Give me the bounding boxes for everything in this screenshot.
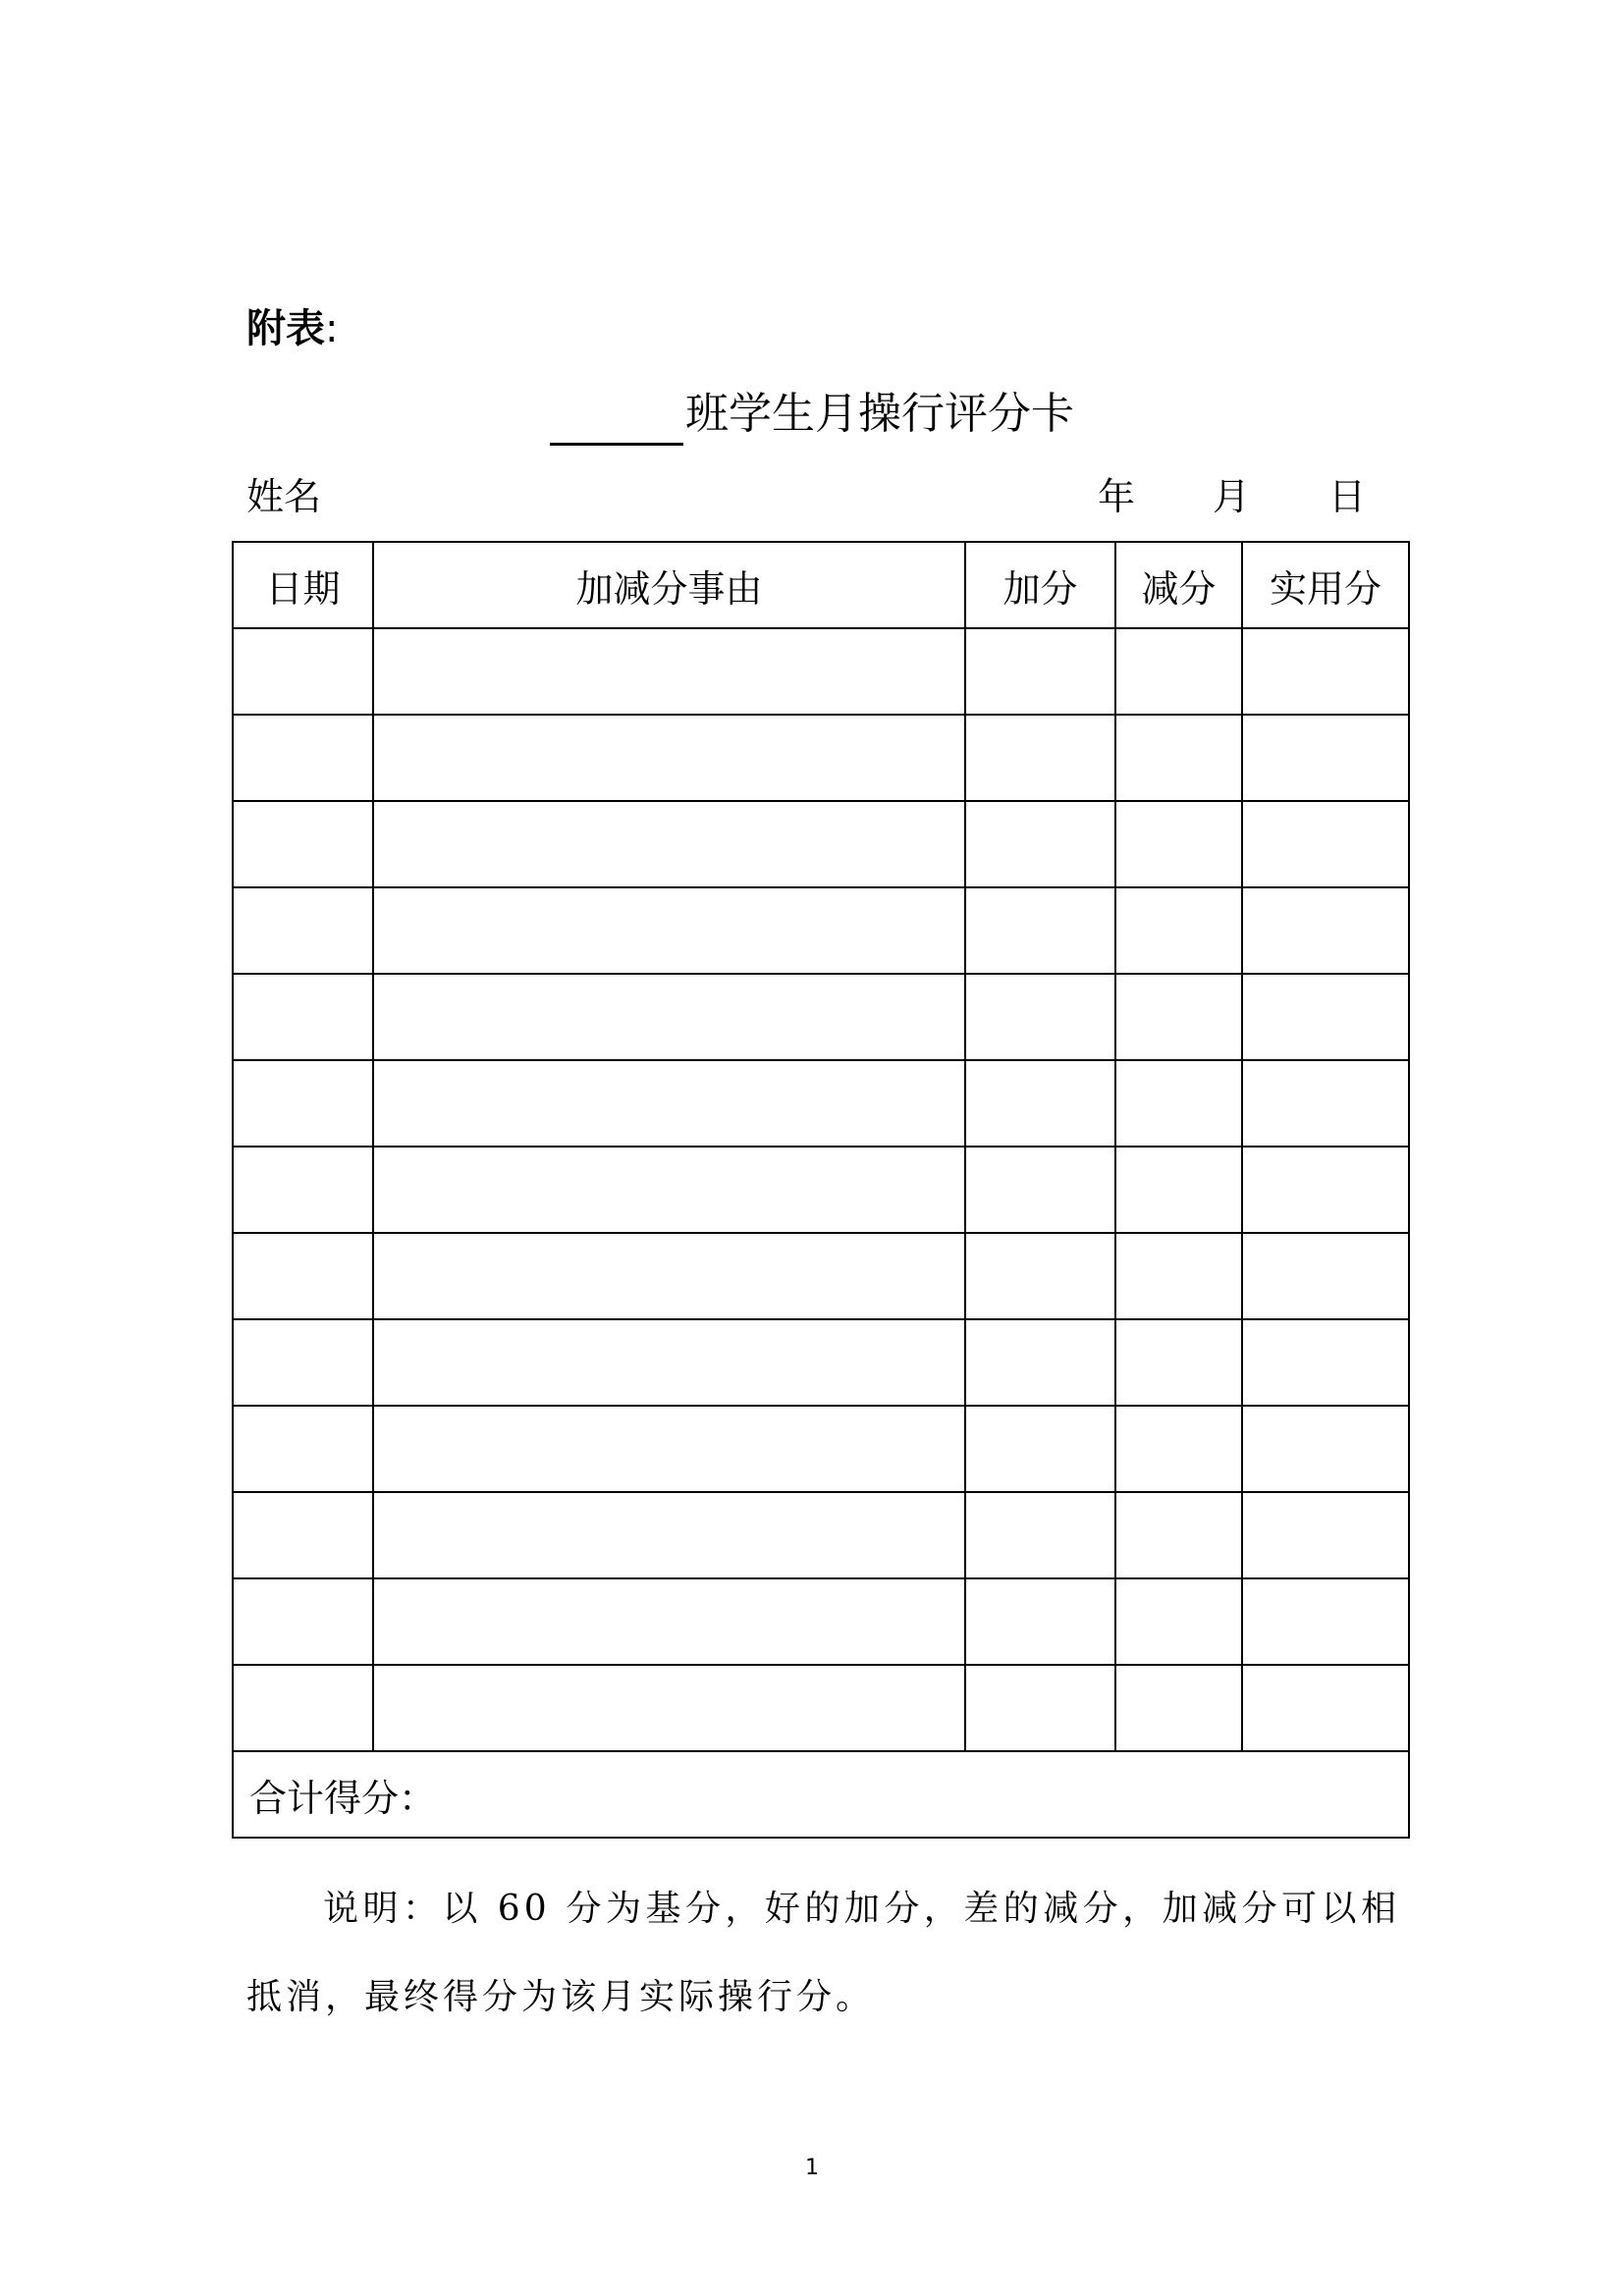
card-title [550,383,1074,446]
card-title-text: 班学生月操行评分卡 [685,389,1074,439]
actual-cell[interactable] [1242,1147,1409,1233]
column-header-actual: 实用分 [1242,542,1409,628]
table-row [233,1665,1409,1751]
reason-cell[interactable] [373,1060,965,1147]
table-row [233,1233,1409,1319]
deduct-cell[interactable] [1115,1060,1242,1147]
deduct-cell[interactable] [1115,974,1242,1060]
date-cell[interactable] [233,715,373,801]
column-header-reason: 加减分事由 [373,542,965,628]
add-cell[interactable] [965,1492,1115,1578]
total-row [233,1751,1409,1838]
table-row [233,1319,1409,1406]
actual-cell[interactable] [1242,1060,1409,1147]
deduct-cell[interactable] [1115,1319,1242,1406]
table-row [233,1578,1409,1665]
table-header-row [233,542,1409,628]
date-cell[interactable] [233,1665,373,1751]
date-cell[interactable] [233,801,373,887]
actual-cell[interactable] [1242,1319,1409,1406]
reason-cell[interactable] [373,1578,965,1665]
actual-cell[interactable] [1242,1406,1409,1492]
date-cell[interactable] [233,974,373,1060]
date-cell[interactable] [233,1060,373,1147]
day-label: 日 [1328,475,1367,518]
date-cell[interactable] [233,1578,373,1665]
deduct-cell[interactable] [1115,1665,1242,1751]
date-cell[interactable] [233,1319,373,1406]
reason-cell[interactable] [373,887,965,974]
appendix-colon: : [325,306,339,351]
reason-cell[interactable] [373,801,965,887]
actual-cell[interactable] [1242,1578,1409,1665]
table-row [233,1492,1409,1578]
reason-cell[interactable] [373,1665,965,1751]
date-cell[interactable] [233,1147,373,1233]
deduct-cell[interactable] [1115,715,1242,801]
date-cell[interactable] [233,628,373,715]
table-row [233,974,1409,1060]
reason-cell[interactable] [373,1319,965,1406]
actual-cell[interactable] [1242,1233,1409,1319]
deduct-cell[interactable] [1115,1492,1242,1578]
add-cell[interactable] [965,628,1115,715]
reason-cell[interactable] [373,628,965,715]
actual-cell[interactable] [1242,974,1409,1060]
table-row [233,801,1409,887]
column-header-deduct: 减分 [1115,542,1242,628]
deduct-cell[interactable] [1115,1233,1242,1319]
deduct-cell[interactable] [1115,1578,1242,1665]
appendix-label [246,299,338,358]
add-cell[interactable] [965,887,1115,974]
deduct-cell[interactable] [1115,887,1242,974]
add-cell[interactable] [965,801,1115,887]
date-cell[interactable] [233,1406,373,1492]
year-label: 年 [1098,475,1136,518]
table-row [233,887,1409,974]
table-row [233,1060,1409,1147]
table-body [233,628,1409,1838]
column-header-add: 加分 [965,542,1115,628]
actual-cell[interactable] [1242,715,1409,801]
reason-cell[interactable] [373,1147,965,1233]
note-paragraph: 说明：以 60 分为基分，好的加分，差的减分，加减分可以相抵消，最终得分为该月实际操行分。 [246,1889,1400,2017]
reason-cell[interactable] [373,1492,965,1578]
class-blank-line [550,396,683,446]
date-cell[interactable] [233,1233,373,1319]
add-cell[interactable] [965,974,1115,1060]
add-cell[interactable] [965,1147,1115,1233]
name-label: 姓名 [246,475,322,518]
appendix-text: 附表 [246,306,325,351]
reason-cell[interactable] [373,974,965,1060]
date-cell[interactable] [233,887,373,974]
total-label: 合计得分： [233,1751,1409,1838]
add-cell[interactable] [965,1406,1115,1492]
page-number: 1 [805,2156,819,2180]
month-label: 月 [1213,475,1251,518]
deduct-cell[interactable] [1115,1147,1242,1233]
add-cell[interactable] [965,715,1115,801]
actual-cell[interactable] [1242,887,1409,974]
score-table [232,541,1410,1839]
table-row [233,715,1409,801]
add-cell[interactable] [965,1060,1115,1147]
reason-cell[interactable] [373,1233,965,1319]
reason-cell[interactable] [373,715,965,801]
actual-cell[interactable] [1242,801,1409,887]
actual-cell[interactable] [1242,1492,1409,1578]
deduct-cell[interactable] [1115,628,1242,715]
deduct-cell[interactable] [1115,1406,1242,1492]
add-cell[interactable] [965,1319,1115,1406]
table-row [233,628,1409,715]
actual-cell[interactable] [1242,628,1409,715]
reason-cell[interactable] [373,1406,965,1492]
add-cell[interactable] [965,1578,1115,1665]
date-cell[interactable] [233,1492,373,1578]
column-header-date: 日期 [233,542,373,628]
add-cell[interactable] [965,1665,1115,1751]
add-cell[interactable] [965,1233,1115,1319]
deduct-cell[interactable] [1115,801,1242,887]
table-row [233,1147,1409,1233]
actual-cell[interactable] [1242,1665,1409,1751]
table-row [233,1406,1409,1492]
